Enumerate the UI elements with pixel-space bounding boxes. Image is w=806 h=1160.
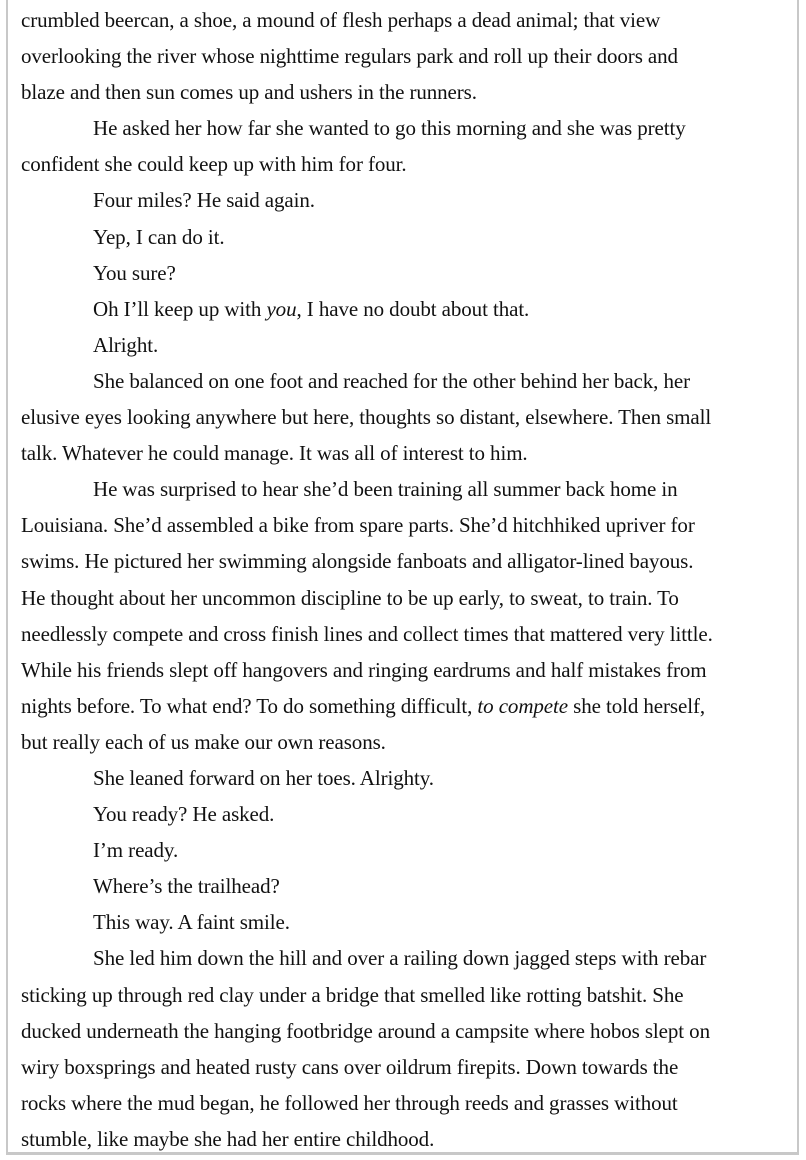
dialogue-line [21,760,791,796]
dialogue-line [21,796,791,832]
text-line: stumble, like maybe she had her entire childhood. [21,1126,435,1151]
text-line: confident she could keep up with him for four. [21,152,407,177]
text-line: Four miles? He said again. [93,188,315,213]
text-run: Oh I’ll keep up with [93,296,267,321]
text-line: but really each of us make our own reasons. [21,729,386,754]
text-line: She leaned forward on her toes. Alrighty. [93,765,434,790]
text-line: Where’s the trailhead? [93,874,280,899]
document-page [6,0,799,1155]
dialogue-line [21,327,791,363]
text-line: You ready? He asked. [93,802,275,827]
text-line: Louisiana. She’d assembled a bike from spare parts. She’d hitchhiked upriver for [21,513,695,538]
text-line: While his friends slept off hangovers and ringing eardrums and half mistakes from [21,657,707,682]
document-body [21,2,791,1155]
paragraph [21,363,791,471]
text-line: ducked underneath the hanging footbridge around a campsite where hobos slept on [21,1018,710,1043]
text-line: This way. A faint smile. [93,910,290,935]
text-line: talk. Whatever he could manage. It was all of interest to him. [21,441,528,466]
paragraph [21,471,791,760]
text-run: nights before. To what end? To do something difficult, [21,693,478,718]
text-line: He was surprised to hear she’d been training all summer back home in [93,477,678,502]
text-line: Yep, I can do it. [93,224,225,249]
text-line: sticking up through red clay under a bridge that smelled like rotting batshit. She [21,982,684,1007]
emphasis-text: to compete [477,693,568,718]
dialogue-line [21,904,791,940]
text-line: blaze and then sun comes up and ushers in the runners. [21,80,477,105]
text-run: she told herself, [567,693,705,718]
dialogue-line [21,255,791,291]
paragraph [21,2,791,110]
text-line: She led him down the hill and over a railing down jagged steps with rebar [93,946,707,971]
emphasis-text: you [266,296,297,321]
text-line: She balanced on one foot and reached for the other behind her back, her [93,368,690,393]
dialogue-line [21,868,791,904]
text-line: wiry boxsprings and heated rusty cans over oildrum firepits. Down towards the [21,1054,679,1079]
text-line: swims. He pictured her swimming alongside fanboats and alligator-lined bayous. [21,549,694,574]
text-line: Alright. [93,332,159,357]
dialogue-line [21,219,791,255]
dialogue-line [21,291,791,327]
text-line: needlessly compete and cross finish lines and collect times that mattered very little. [21,621,713,646]
dialogue-line [21,832,791,868]
text-line: rocks where the mud began, he followed her through reeds and grasses without [21,1090,678,1115]
text-line: You sure? [93,260,176,285]
text-line: overlooking the river whose nighttime regulars park and roll up their doors and [21,44,678,69]
text-line: I’m ready. [93,838,179,863]
text-run: , I have no doubt about that. [296,296,530,321]
text-line: crumbled beercan, a shoe, a mound of flesh perhaps a dead animal; that view [21,8,661,32]
text-line: elusive eyes looking anywhere but here, thoughts so distant, elsewhere. Then small [21,405,712,430]
text-line: He thought about her uncommon discipline to be up early, to sweat, to train. To [21,585,679,610]
paragraph [21,110,791,182]
paragraph [21,940,791,1155]
dialogue-line [21,182,791,218]
text-line: He asked her how far she wanted to go this morning and she was pretty [93,116,686,141]
